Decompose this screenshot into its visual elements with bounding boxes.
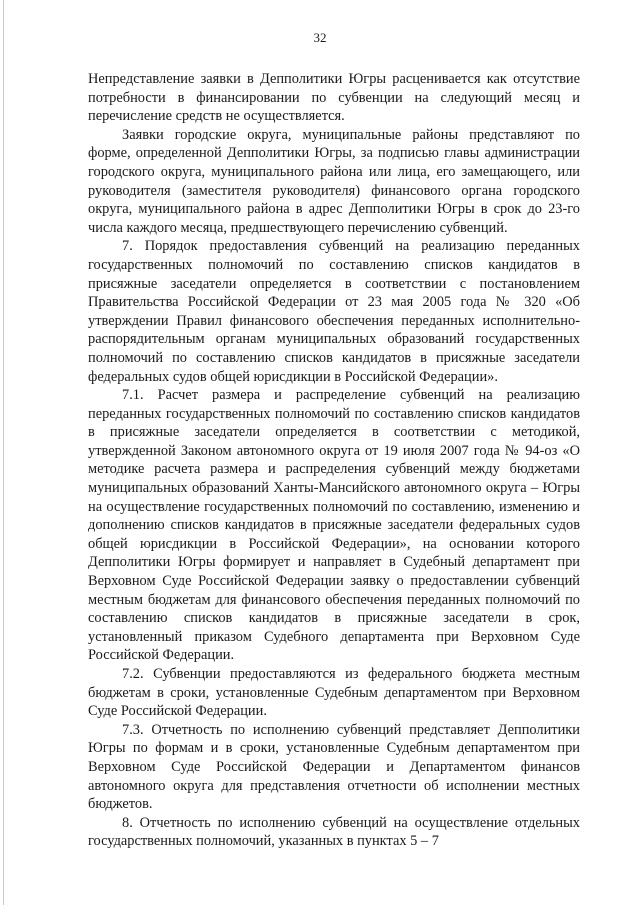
page-number: 32 (313, 30, 327, 45)
paragraph-section-7-2: 7.2. Субвенции предоставляются из федерального бюджета местным бюджетам в сроки, установленные Судебным департаментом при Верховном Суде Российской Федерации. (88, 666, 580, 720)
document-body (88, 70, 580, 851)
paragraph-section-7-1: 7.1. Расчет размера и распределение субвенций на реализацию переданных государственных полномочий по составлению списков кандидатов в присяжные заседатели определяется в соответствии с методикой, утвержденной Законом автономного округа от 19 июля 2007 года № 94-оз «О методике расчета размера и распределения субвенций между бюджетами муниципальных образований Ханты-Мансийского автономного округа – Югры на осуществление государственных полномочий по составлению, изменению и дополнению списков кандидатов в присяжные заседатели федеральных судов общей юрисдикции в Российской Федерации», на основании которого Депполитики Югры формирует и направляет в Судебный департамент при Верховном Суде Российской Федерации заявку о предоставлении субвенций местным бюджетам для финансового обеспечения переданных полномочий по составлению списков кандидатов в присяжные заседатели в срок, установленный приказом Судебного департамента при Верховном Суде Российской Федерации. (88, 387, 580, 664)
paragraph-section-7-3: 7.3. Отчетность по исполнению субвенций представляет Депполитики Югры по формам и в сроки, установленные Судебным департаментом при Верховном Суде Российской Федерации и Департаментом финансов автономного округа для представления отчетности об исполнении местных бюджетов. (88, 721, 580, 813)
paragraph-unsubmitted-request: Непредставление заявки в Депполитики Югры расценивается как отсутствие потребности в финансировании по субвенции на следующий месяц и перечисление средств не осуществляется. (88, 71, 580, 125)
paragraph-requests: Заявки городские округа, муниципальные районы представляют по форме, определенной Депполитики Югры, за подписью главы администрации городского округа, муниципального района или лица, его замещающего, или руководителя (заместителя руководителя) финансового органа городского округа, муниципального района в адрес Депполитики Югры в срок до 23-го числа каждого месяца, предшествующего перечислению субвенций. (88, 126, 580, 236)
paragraph-section-7: 7. Порядок предоставления субвенций на реализацию переданных государственных полномочий по составлению списков кандидатов в присяжные заседатели определяется в соответствии с постановлением Правительства Российской Федерации от 23 мая 2005 года № 320 «Об утверждении Правил финансового обеспечения переданных исполнительно-распорядительным органам муниципальных образований государственных полномочий по составлению списков кандидатов в присяжные заседатели федеральных судов общей юрисдикции в Российской Федерации». (88, 238, 580, 385)
paragraph-section-8: 8. Отчетность по исполнению субвенций на осуществление отдельных государственных полномочий, указанных в пунктах 5 – 7 (88, 814, 580, 850)
